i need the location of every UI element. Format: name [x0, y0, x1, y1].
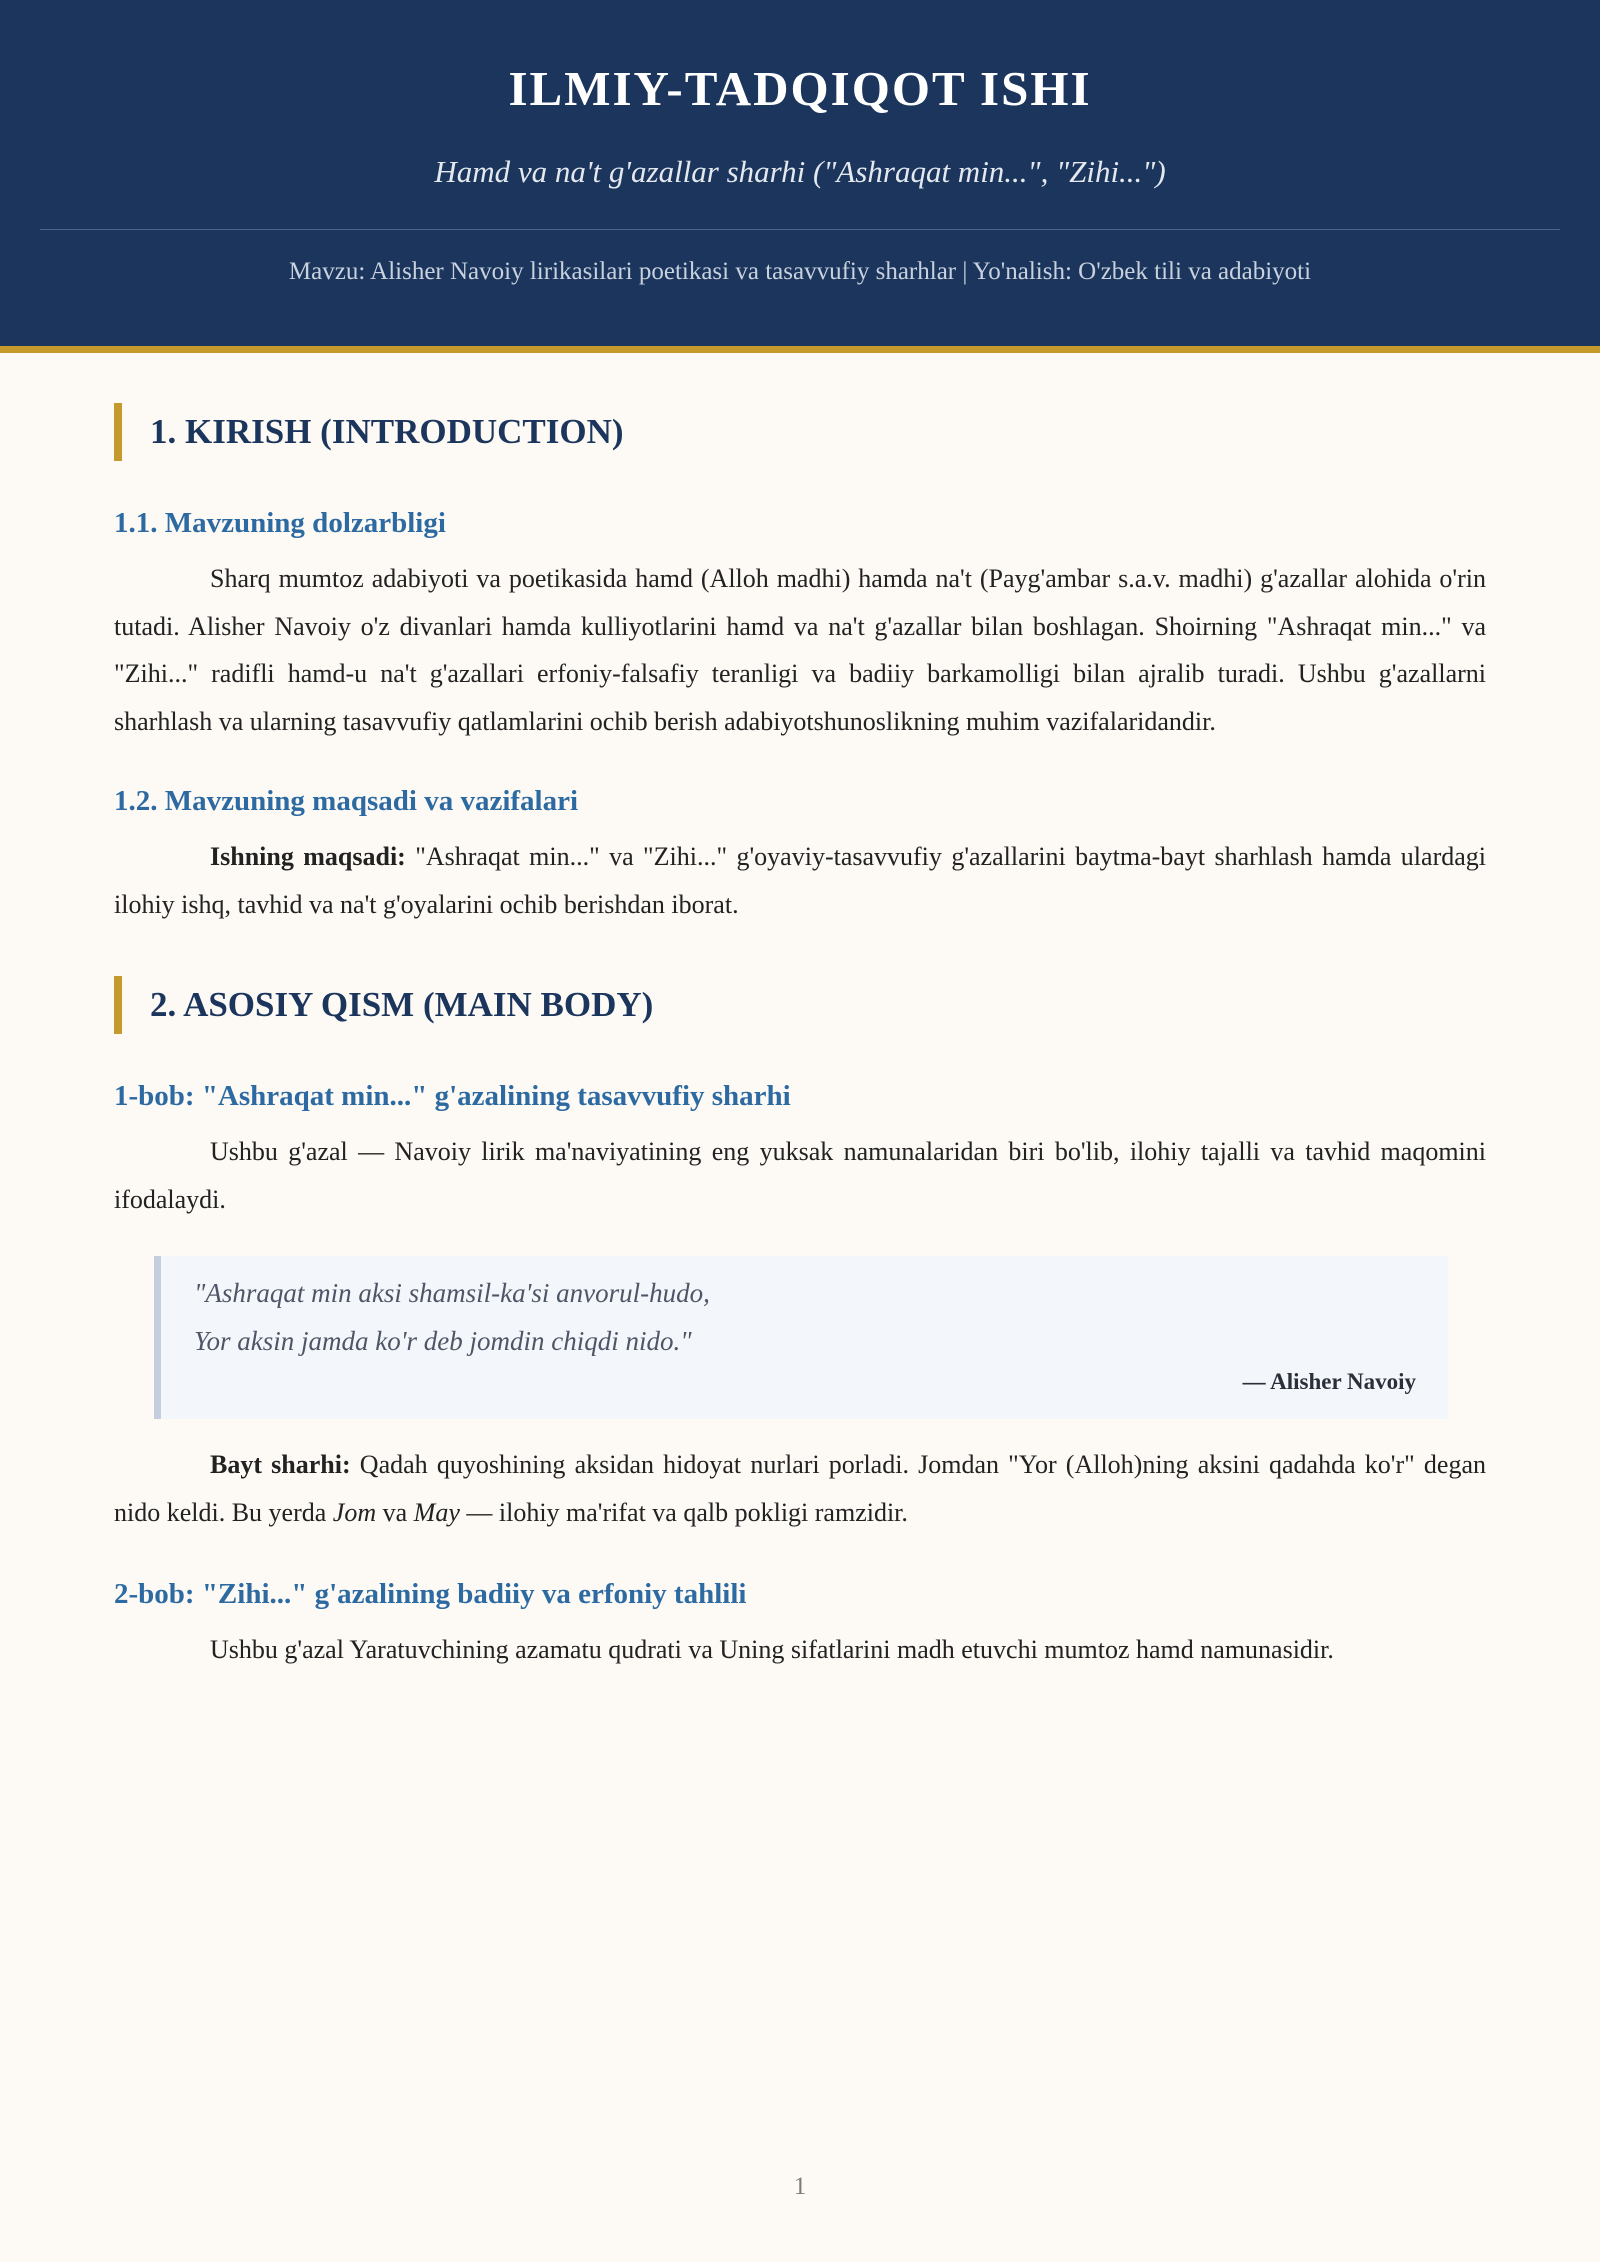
bayt-text-part: va	[376, 1497, 414, 1527]
section-heading-introduction: 1. KIRISH (INTRODUCTION)	[114, 403, 1486, 461]
subheading-goals: 1.2. Mavzuning maqsadi va vazifalari	[114, 785, 579, 817]
goal-text: "Ashraqat min..." va "Zihi..." g'oyaviy-tasavvufiy g'azallarini baytma-bayt sharhlash hamda ulardagi ilohiy ishq, tavhid va na't g'oyalarini ochib berishdan iborat.	[114, 842, 1486, 919]
section-heading-main-body: 2. ASOSIY QISM (MAIN BODY)	[114, 976, 1486, 1034]
term-may: May	[413, 1497, 460, 1527]
paragraph-goals	[114, 833, 1486, 928]
bayt-text-part: Qadah quyoshining aksidan hidoyat nurlari porladi. Jomdan "Yor (Alloh)ning aksini qadahda ko'r" degan nido keldi. Bu yerda	[114, 1450, 1486, 1527]
paragraph-relevance: Sharq mumtoz adabiyoti va poetikasida hamd (Alloh madhi) hamda na't (Payg'ambar s.a.v. madhi) g'azallar alohida o'rin tutadi. Alisher Navoiy o'z divanlari hamda kulliyotlarini hamd va na't g'azallar bilan boshlagan. Shoirning "Ashraqat min..." va "Zihi..." radifli hamd-u na't g'azallari erfoniy-falsafiy teranligi va badiiy barkamolligi bilan ajralib turadi. Ushbu g'azallarni sharhlash va ularning tasavvufiy qatlamlarini ochib berish adabiyotshunoslikning muhim vazifalaridandir.	[114, 564, 1486, 736]
poem-quote-block	[154, 1256, 1448, 1419]
bayt-label: Bayt sharhi:	[210, 1450, 351, 1479]
subheading-chapter-1: 1-bob: "Ashraqat min..." g'azalining tasavvufiy sharhi	[114, 1080, 791, 1112]
poem-line-2: Yor aksin jamda ko'r deb jomdin chiqdi nido."	[194, 1325, 692, 1356]
goal-label: Ishning maqsadi:	[210, 842, 406, 871]
document-meta: Mavzu: Alisher Navoiy lirikasilari poetikasi va tasavvufiy sharhlar | Yo'nalish: O'zbek tili va adabiyoti	[288, 258, 1312, 285]
term-jom: Jom	[332, 1497, 377, 1527]
subheading-chapter-2: 2-bob: "Zihi..." g'azalining badiiy va erfoniy tahlili	[114, 1578, 747, 1610]
title-banner	[0, 0, 1600, 353]
paragraph-bayt-commentary	[114, 1441, 1486, 1536]
header-divider	[40, 229, 1560, 230]
subheading-relevance: 1.1. Mavzuning dolzarbligi	[114, 507, 446, 539]
bayt-text-part: — ilohiy ma'rifat va qalb pokligi ramzidir.	[459, 1497, 908, 1527]
paragraph-chapter-2: Ushbu g'azal Yaratuvchining azamatu qudrati va Uning sifatlarini madh etuvchi mumtoz hamd namunasidir.	[210, 1635, 1334, 1664]
document-subtitle: Hamd va na't g'azallar sharhi ("Ashraqat min...", "Zihi...")	[434, 154, 1166, 189]
page-number: 1	[793, 2173, 807, 2200]
paragraph-chapter-1-intro: Ushbu g'azal — Navoiy lirik ma'naviyatining eng yuksak namunalaridan biri bo'lib, ilohiy tajalli va tavhid maqomini ifodalaydi.	[114, 1137, 1486, 1214]
poem-line-1: "Ashraqat min aksi shamsil-ka'si anvorul-hudo,	[194, 1278, 710, 1308]
poem-author: — Alisher Navoiy	[1242, 1369, 1416, 1394]
document-body	[114, 353, 1486, 1674]
document-title: ILMIY-TADQIQOT ISHI	[508, 61, 1092, 116]
